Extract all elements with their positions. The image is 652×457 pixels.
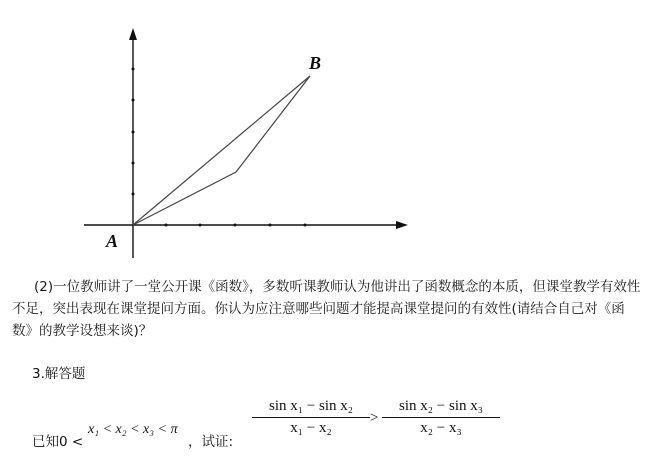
greater-than-sign: > [370, 410, 379, 426]
section-3-title: 3.解答题 [32, 366, 86, 382]
point-b-label: B [309, 53, 322, 73]
lhs-denominator: x₁ − x₂ [290, 420, 332, 436]
prove-label: ，试证: [188, 434, 234, 450]
rhs-fraction-bar [382, 417, 500, 418]
rhs-fraction [382, 398, 500, 437]
rhs-denominator: x₂ − x₃ [420, 420, 462, 436]
chord-a-b [133, 76, 310, 225]
lhs-numerator: sin x₁ − sin x₂ [269, 398, 353, 414]
lhs-fraction [252, 398, 370, 437]
lhs-fraction-bar [252, 417, 370, 418]
rhs-numerator: sin x₂ − sin x₃ [399, 398, 483, 414]
inequality-condition: x₁ < x₂ < x₃ < π [88, 422, 178, 437]
x-axis-arrow [396, 221, 408, 229]
given-label: 已知0 < [32, 434, 84, 450]
y-axis-arrow [129, 28, 137, 40]
point-a-label: A [106, 231, 119, 251]
question-2-paragraph: (2)一位教师讲了一堂公开课《函数》，多数听课教师认为他讲出了函数概念的本质，但课堂教学有效性不足，突出表现在课堂提问方面。你认为应注意哪些问题才能提高课堂提问的有效性(请结合自己对《函数》的教学设想来谈)？ [12, 279, 641, 339]
